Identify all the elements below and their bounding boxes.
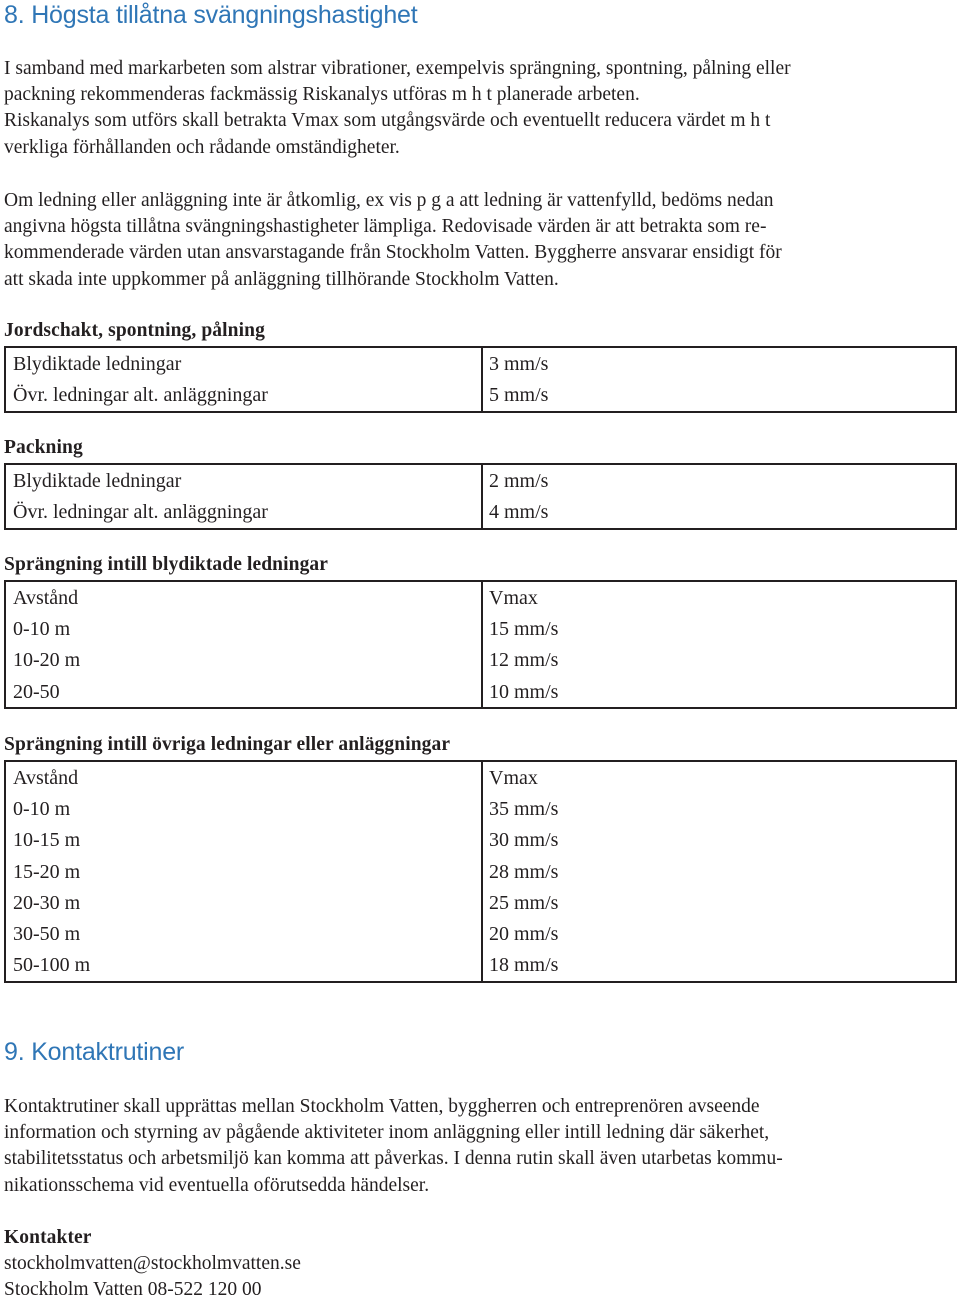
paragraph-line: Kontaktrutiner skall upprättas mellan Stockholm Vatten, byggherren och entreprenören avseende [4, 1096, 760, 1117]
table-row [5, 918, 956, 949]
table-row [5, 496, 956, 528]
table-cell-distance: 0-10 m [5, 613, 482, 644]
table-row [5, 464, 956, 496]
section-8-heading: 8. Högsta tillåtna svängningshastighet [4, 1, 418, 29]
table-title-packning: Packning [4, 437, 83, 458]
table-cell-distance: 10-20 m [5, 645, 482, 676]
paragraph-line: packning rekommenderas fackmässig Riskanalys utföras m h t planerade arbeten. [4, 84, 640, 106]
table-header-vmax: Vmax [489, 766, 538, 789]
table-cell-value: 20 mm/s [489, 923, 559, 946]
table-cell-value: 18 mm/s [489, 954, 559, 977]
paragraph-line: Riskanalys som utförs skall betrakta Vmax som utgångsvärde och eventuellt reducera värdet m h t [4, 110, 771, 132]
table-cell-distance: 20-30 m [5, 887, 482, 918]
table-title-sprangning-ovriga: Sprängning intill övriga ledningar eller anläggningar [4, 734, 451, 755]
table-row [5, 825, 956, 856]
contact-email: stockholmvatten@stockholmvatten.se [4, 1253, 301, 1274]
paragraph-line: att skada inte uppkommer på anläggning tillhörande Stockholm Vatten. [4, 268, 559, 290]
table-row [5, 613, 956, 644]
table-row [5, 347, 956, 379]
paragraph-line: angivna högsta tillåtna svängningshastigheter lämpliga. Redovisade värden är att betrakta som re- [4, 216, 767, 238]
table-cell-object: Blydiktade ledningar [5, 347, 482, 379]
table-row [5, 676, 956, 708]
table-cell-distance: 0-10 m [5, 793, 482, 824]
section-9-heading: 9. Kontaktrutiner [4, 1038, 185, 1066]
table-cell-object: Övr. ledningar alt. anläggningar [5, 496, 482, 528]
table-cell-value: 4 mm/s [489, 500, 549, 523]
table-title-jordschakt: Jordschakt, spontning, pålning [4, 320, 265, 341]
contacts-title: Kontakter [4, 1227, 92, 1248]
table-cell-value: 15 mm/s [489, 617, 559, 640]
table-row [5, 645, 956, 676]
table-row [5, 950, 956, 982]
paragraph-line: kommenderade värden utan ansvarstagande från Stockholm Vatten. Byggherre ansvarar ensidigt för [4, 242, 782, 264]
table-row [5, 887, 956, 918]
table-cell-value: 12 mm/s [489, 649, 559, 672]
paragraph-line: stabilitetsstatus och arbetsmiljö kan komma att påverkas. I denna rutin skall även utarbetas kommu- [4, 1148, 783, 1170]
table-title-sprangning-blydiktade: Sprängning intill blydiktade ledningar [4, 554, 329, 575]
table-cell-distance: 30-50 m [5, 918, 482, 949]
table-cell-object: Övr. ledningar alt. anläggningar [5, 379, 482, 411]
table-cell-value: 2 mm/s [489, 469, 549, 492]
table-cell-object: Blydiktade ledningar [5, 464, 482, 496]
vibration-table-packning [4, 463, 957, 530]
table-cell-value: 28 mm/s [489, 860, 559, 883]
table-cell-distance: 20-50 [5, 676, 482, 708]
table-row [5, 379, 956, 411]
table-cell-value: 35 mm/s [489, 797, 559, 820]
paragraph-line: information och styrning av pågående aktiviteter inom anläggning eller intill ledning där säkerhet, [4, 1122, 770, 1144]
table-header-vmax: Vmax [489, 586, 538, 609]
paragraph-line: Om ledning eller anläggning inte är åtkomlig, ex vis p g a att ledning är vattenfylld, bedöms nedan [4, 190, 774, 211]
vibration-table-sprangning-ovriga [4, 760, 957, 983]
table-cell-value: 5 mm/s [489, 383, 549, 406]
table-cell-distance: 50-100 m [5, 950, 482, 982]
vibration-table-sprangning-blydiktade [4, 580, 957, 709]
table-cell-distance: 15-20 m [5, 856, 482, 887]
paragraph-line: nikationsschema vid eventuella oförutsedda händelser. [4, 1174, 430, 1196]
table-header-row [5, 761, 956, 793]
table-cell-distance: 10-15 m [5, 825, 482, 856]
table-row [5, 856, 956, 887]
table-header-row [5, 581, 956, 613]
contact-phone: Stockholm Vatten 08-522 120 00 [4, 1279, 262, 1300]
table-cell-value: 3 mm/s [489, 352, 549, 375]
section-9-paragraph [4, 1094, 956, 1199]
vibration-table-jordschakt [4, 346, 957, 413]
table-header-distance: Avstånd [5, 581, 482, 613]
table-cell-value: 10 mm/s [489, 680, 559, 703]
paragraph-line: I samband med markarbeten som alstrar vibrationer, exempelvis sprängning, spontning, pålning eller [4, 58, 791, 79]
section-8-recommendation-paragraph [4, 188, 956, 293]
table-cell-value: 30 mm/s [489, 829, 559, 852]
table-cell-value: 25 mm/s [489, 891, 559, 914]
table-header-distance: Avstånd [5, 761, 482, 793]
table-row [5, 793, 956, 824]
paragraph-line: verkliga förhållanden och rådande omständigheter. [4, 136, 400, 158]
section-8-intro-paragraph [4, 56, 956, 161]
